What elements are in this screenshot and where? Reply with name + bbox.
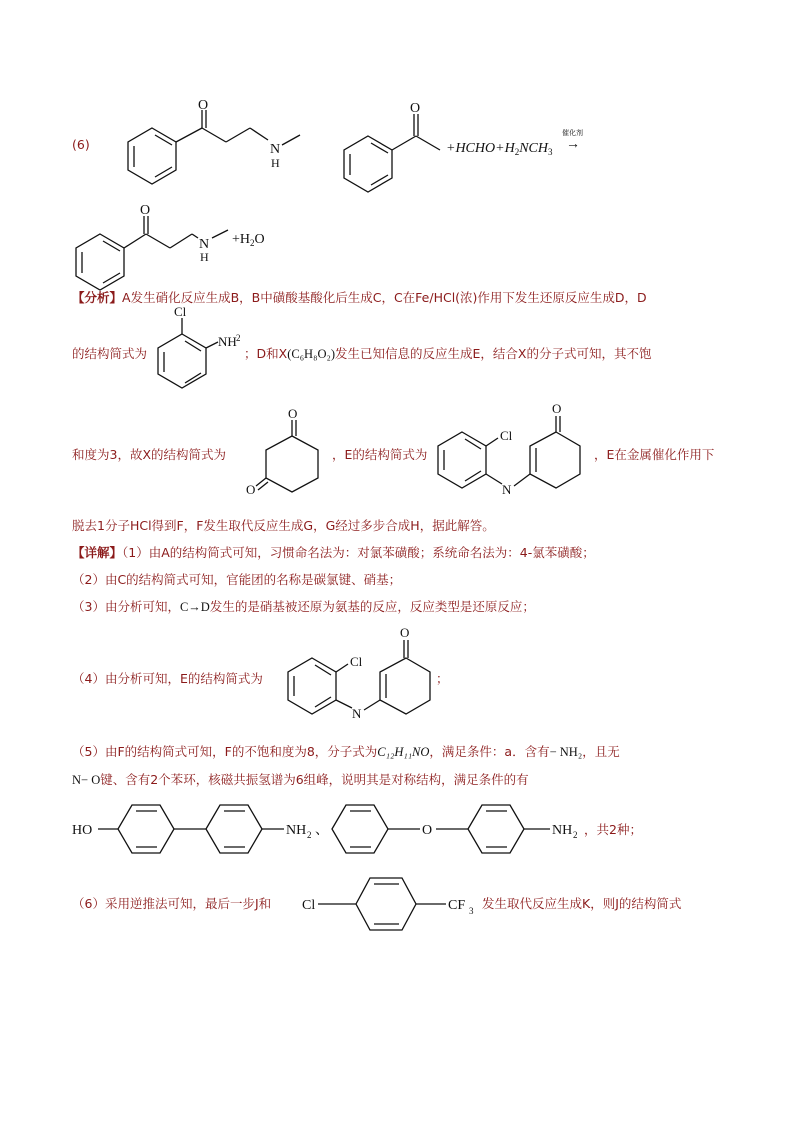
svg-text:3: 3 [469, 906, 474, 916]
svg-text:O: O [422, 823, 433, 838]
svg-text:O: O [410, 101, 421, 116]
svg-text:Cl: Cl [500, 428, 513, 443]
svg-text:CF: CF [448, 898, 466, 913]
reagents-text: $+HCHO+H_2NCH_3$ [446, 141, 553, 157]
svg-text:N: N [352, 706, 362, 721]
detail-line-6b: 发生取代反应生成K，则J的结构简式 [482, 896, 682, 911]
svg-text:Cl: Cl [302, 898, 316, 913]
analysis-line-3b: ，E的结构简式为 [332, 447, 428, 462]
svg-text:Cl: Cl [174, 304, 187, 319]
isomer-total: ，共2种； [584, 822, 642, 837]
svg-text:H: H [271, 156, 280, 170]
analysis-line-2a: 的结构简式为 [72, 346, 148, 361]
svg-text:Cl: Cl [350, 654, 363, 669]
nitrogen-label: N [270, 142, 281, 157]
catalyst-label: 催化剂 [562, 129, 583, 137]
detail-line-3: （3）由分析可知，C→D发生的是硝基被还原为氨基的反应，反应类型是还原反应； [72, 599, 535, 614]
svg-text:2: 2 [573, 830, 578, 840]
analysis-line-3c: ，E在金属催化作用下 [594, 447, 715, 462]
svg-text:N: N [502, 482, 512, 497]
svg-text:、: 、 [315, 823, 329, 838]
detail-line-5: （5）由F的结构简式可知，F的不饱和度为8，分子式为C₁₂H₁₁NO，满足条件：a．含有− NH₂，且无 [72, 744, 620, 759]
analysis-line-1: 【分析】A发生硝化反应生成B，B中磺酸基酸化后生成C，C在Fe/HCl(浓)作用下发生还原反应生成D，D [72, 290, 647, 305]
svg-text:O: O [552, 401, 562, 416]
detail-line-4a: （4）由分析可知，E的结构简式为 [72, 671, 263, 686]
reaction-arrow: → [566, 137, 580, 152]
svg-text:HO: HO [72, 823, 93, 838]
svg-text:O: O [400, 625, 410, 640]
svg-text:NH: NH [552, 823, 573, 838]
water-product: $+H_2O$ [232, 232, 265, 248]
svg-text:O: O [140, 203, 151, 218]
detail-line-6a: （6）采用逆推法可知，最后一步J和 [72, 896, 272, 911]
svg-text:N: N [199, 237, 210, 252]
detail-tag: 【详解】 [72, 545, 123, 560]
detail-line-1: 【详解】（1）由A的结构简式可知，习惯命名法为：对氯苯磺酸；系统命名法为：4-氯苯磺酸； [72, 545, 595, 560]
analysis-line-2-rest: ；D和X(C₆H₈O₂)发生已知信息的反应生成E，结合X的分子式可知，其不饱 [244, 346, 652, 361]
svg-text:2: 2 [307, 830, 312, 840]
analysis-line-3a: 和度为3，故X的结构简式为 [72, 447, 227, 462]
question-6-label: (6) [72, 137, 90, 152]
detail-line-2: （2）由C的结构简式可知，官能团的名称是碳氯键、硝基； [72, 572, 402, 587]
svg-text:NH: NH [218, 334, 237, 349]
oxygen-label: O [198, 98, 209, 113]
svg-text:NH: NH [286, 823, 307, 838]
analysis-tag: 【分析】 [72, 290, 123, 305]
analysis-line-4: 脱去1分子HCl得到F，F发生取代反应生成G，G经过多步合成H，据此解答。 [72, 518, 495, 533]
detail-line-4b: ； [436, 671, 449, 686]
svg-text:H: H [200, 250, 209, 264]
svg-text:2: 2 [236, 333, 241, 343]
svg-text:O: O [288, 406, 298, 421]
svg-text:O: O [246, 482, 256, 497]
detail-line-5-2: N− O键、含有2个苯环，核磁共振氢谱为6组峰，说明其是对称结构，满足条件的有 [72, 772, 529, 787]
